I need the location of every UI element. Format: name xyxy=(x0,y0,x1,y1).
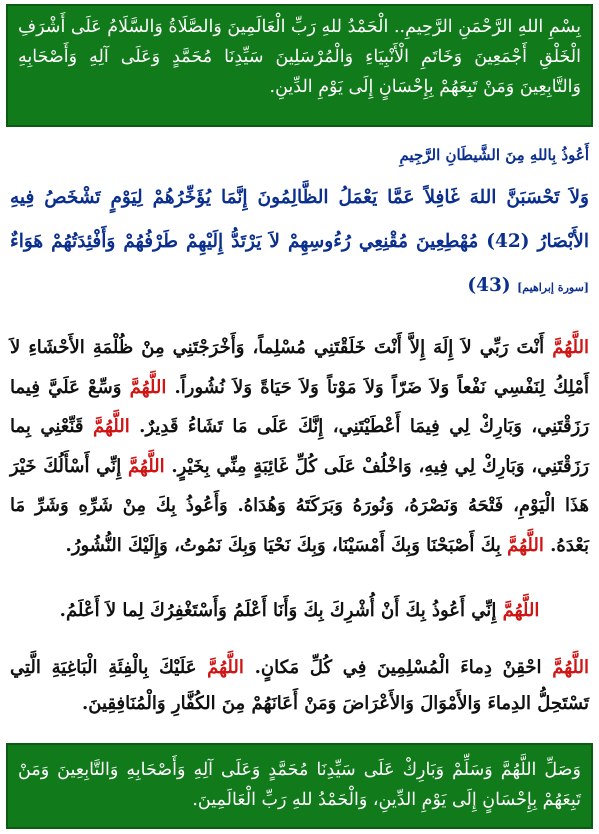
allahumma-word: اللَّهُمَّ xyxy=(92,416,130,437)
allahumma-word: اللَّهُمَّ xyxy=(507,534,544,556)
dua1-part-4: إِنِّي أَسْأَلُكَ خَيْرَ هَذَا الْيَوْمِ، فَتْحَهُ وَنَصْرَهُ، وَنُورَهُ وَبَرَكَتَهُ وَهُدَاهُ. وَأَعُوذُ بِكَ مِنْ شَرِّهِ وَشَرِّ مَا بَعْدَهُ. xyxy=(10,455,589,556)
allahumma-word: اللَّهُمَّ xyxy=(127,455,165,477)
supplication-block-1 xyxy=(10,328,589,565)
closing-text: وَصَلِّ اللَّهُمَّ وَسَلِّمْ وَبَارِكْ عَلَى سَيِّدِنَا مُحَمَّدٍ وَعَلَى آلِهِ وَأَصْحَابِهِ وَالتَّابِعِينَ وَمَنْ تَبِعَهُمْ بِإِحْسَانٍ إِلَى يَوْمِ الدِّينِ، وَالْحَمْدُ للهِ رَبِّ الْعَالَمِينَ. xyxy=(18,760,581,810)
allahumma-word: اللَّهُمَّ xyxy=(552,657,589,678)
allahumma-word: اللَّهُمَّ xyxy=(129,376,167,398)
dua3-part-1: احْقِنْ دِماءَ الْمُسْلِمِينَ فِي كُلِّ مَكانٍ. xyxy=(243,657,553,678)
verse-number: (43) xyxy=(467,275,511,296)
dua3-part-2: عَلَيْكَ بِالْفِئَةِ الْبَاغِيَةِ الَّتِي تَسْتَحِلُّ الدِماءَ وَالأَمْوَالَ وَالأَعْرَاضَ وَمَنْ أَعَانَهُمْ مِنَ الكُفَّارِ وَالْمُنَافِقِينَ. xyxy=(10,657,589,714)
closing-banner xyxy=(6,743,593,829)
quran-verse xyxy=(10,176,589,310)
sura-reference: [سورة إبراهيم] xyxy=(517,281,589,294)
opening-banner xyxy=(6,4,593,127)
dua1-part-1: أَنْتَ رَبِّي لاَ إِلَهَ إِلاَّ أَنْتَ خَلَقْتَنِي مُسْلِماً، وَأَخْرَجْتَنِي مِنْ ظُلْمَةِ الأَحْشَاءِ لاَ أَمْلِكُ لِنَفْسِي نَفْعاً وَلاَ ضَرّاً وَلاَ مَوْتاً وَلاَ حَيَاةً وَلاَ نُشُوراً. xyxy=(10,337,589,398)
allahumma-word: اللَّهُمَّ xyxy=(207,657,244,678)
dua2-part-1: إِنِّي أَعُوذُ بِكَ أَنْ أُشْرِكَ بِكَ وَأَنَا أَعْلَمُ وَأَسْتَغْفِرُكَ لِما لاَ أَعْلَمُ. xyxy=(59,600,503,621)
allahumma-word: اللَّهُمَّ xyxy=(552,337,589,358)
dua1-part-5: بِكَ أَصْبَحْنَا وَبِكَ أَمْسَيْنَا، وَبِكَ نَحْيَا وَبِكَ نَمُوتُ، وَإِلَيْكَ النُّشُورُ. xyxy=(65,534,508,556)
allahumma-word: اللَّهُمَّ xyxy=(502,600,540,621)
verse-text: وَلاَ تَحْسَبَنَّ اللهَ غَافِلاً عَمَّا يَعْمَلُ الظَّالِمُونَ إِنَّمَا يُؤَخِّرُهُمْ لِيَوْمٍ تَشْخَصُ فِيهِ الأَبْصَارُ (42) مُهْطِعِينَ مُقْنِعِي رُءُوسِهِمْ لاَ يَرْتَدُّ إِلَيْهِمْ طَرْفُهُمْ وَأَفْئِدَتُهُمْ هَوَاءٌ xyxy=(10,187,589,252)
dua1-part-3: قَنِّعْنِي بِما رَزَقْتَنِي، وَبَارِكْ لِي فِيهِ، وَاخْلُفْ عَلَى كُلِّ غَائِبَةٍ مِنِّي بِخَيْرٍ. xyxy=(10,416,590,477)
supplication-block-2 xyxy=(10,596,589,626)
supplication-block-3 xyxy=(10,650,589,722)
istiadha-line: أَعُوذُ بِاللهِ مِنَ الشَّيطَانِ الرَّجِيمِ xyxy=(399,146,589,164)
dua1-part-2: وَسِّعْ عَلَيَّ فِيما رَزَقْتَنِي، وَبَارِكْ لِي فِيمَا أَعْطَيْتَنِي، إِنَّكَ عَلَى مَا تَشَاءُ قَدِيرٌ. xyxy=(10,376,590,437)
opening-text: بِسْمِ اللهِ الرَّحْمَنِ الرَّحِيمِ.. الْحَمْدُ للهِ رَبِّ الْعَالَمِينَ وَالصَّلَاةُ وَالسَّلَامُ عَلَى أَشْرَفِ الْخَلْقِ أَجْمَعِينَ وَخَاتَمِ الْأَنْبِيَاءِ وَالْمُرْسَلِينَ سَيِّدِنَا مُحَمَّدٍ وَعَلَى آلِهِ وَأَصْحَابِهِ وَالتَّابِعِينَ وَمَنْ تَبِعَهُمْ بِإِحْسَانٍ إِلَى يَوْمِ الدِّينِ. xyxy=(18,17,581,97)
